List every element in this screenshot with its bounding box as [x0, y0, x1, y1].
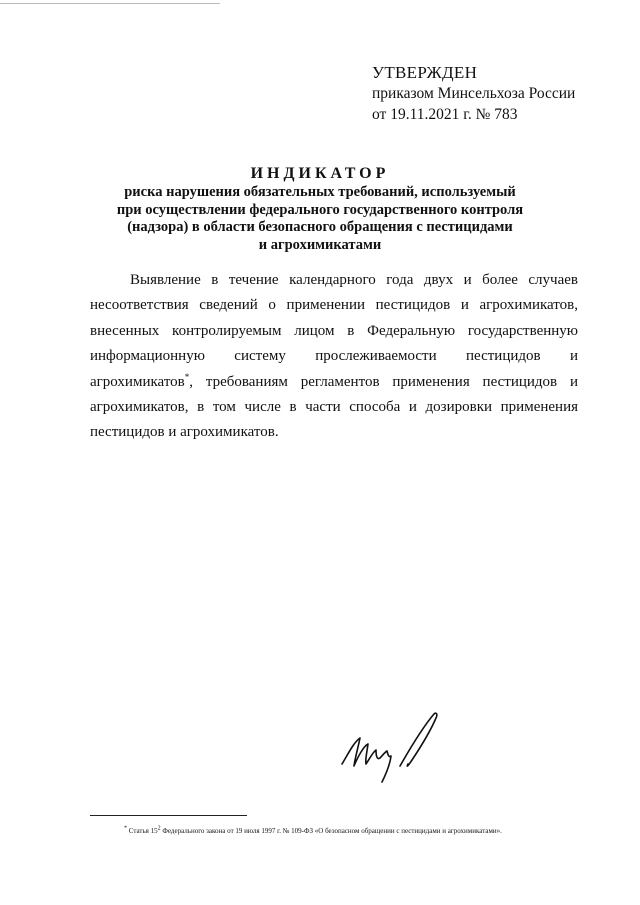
- body-text-part-1: Выявление в течение календарного года двух и более случаев несоответствия сведений о применении пестицидов и агрохимикатов, внесенных контролируемым лицом в Федеральную государственную информационную систему прослеживаемости пестицидов и агрохимикатов: [90, 272, 578, 390]
- heading-line-1: риска нарушения обязательных требований, используемый: [124, 184, 516, 200]
- footnote-text: [90, 825, 578, 838]
- approval-order-line: приказом Минсельхоза России: [372, 85, 576, 102]
- approval-date-line: от 19.11.2021 г. № 783: [372, 106, 518, 123]
- approval-stamp: [372, 62, 575, 125]
- heading-line-3: (надзора) в области безопасного обращения с пестицидами: [127, 219, 513, 235]
- heading-main: ИНДИКАТОР: [250, 165, 390, 182]
- indicator-body-paragraph: [90, 268, 578, 446]
- document-heading: [60, 164, 580, 254]
- scan-edge-line: [0, 3, 220, 4]
- footnote-part-2: Федерального закона от 19 июля 1997 г. № 109-ФЗ «О безопасном обращении с пестицидами и агрохимикатами».: [160, 827, 502, 835]
- footnote-reference: *: [184, 371, 190, 382]
- footnote-separator: [90, 815, 247, 816]
- approval-title: УТВЕРЖДЕН: [372, 63, 478, 82]
- footnote-part-1: Статья 15: [128, 827, 158, 835]
- body-text-part-2: , требованиям регламентов применения пестицидов и агрохимикатов, в том числе в части способа и дозировки применения пестицидов и агрохимикатов.: [90, 373, 578, 441]
- heading-line-2: при осуществлении федерального государственного контроля: [116, 201, 524, 218]
- footnote-superscript: 2: [157, 825, 161, 832]
- handwritten-signature: [338, 708, 448, 788]
- footnote-mark: *: [124, 825, 127, 832]
- heading-line-4: и агрохимикатами: [258, 236, 382, 253]
